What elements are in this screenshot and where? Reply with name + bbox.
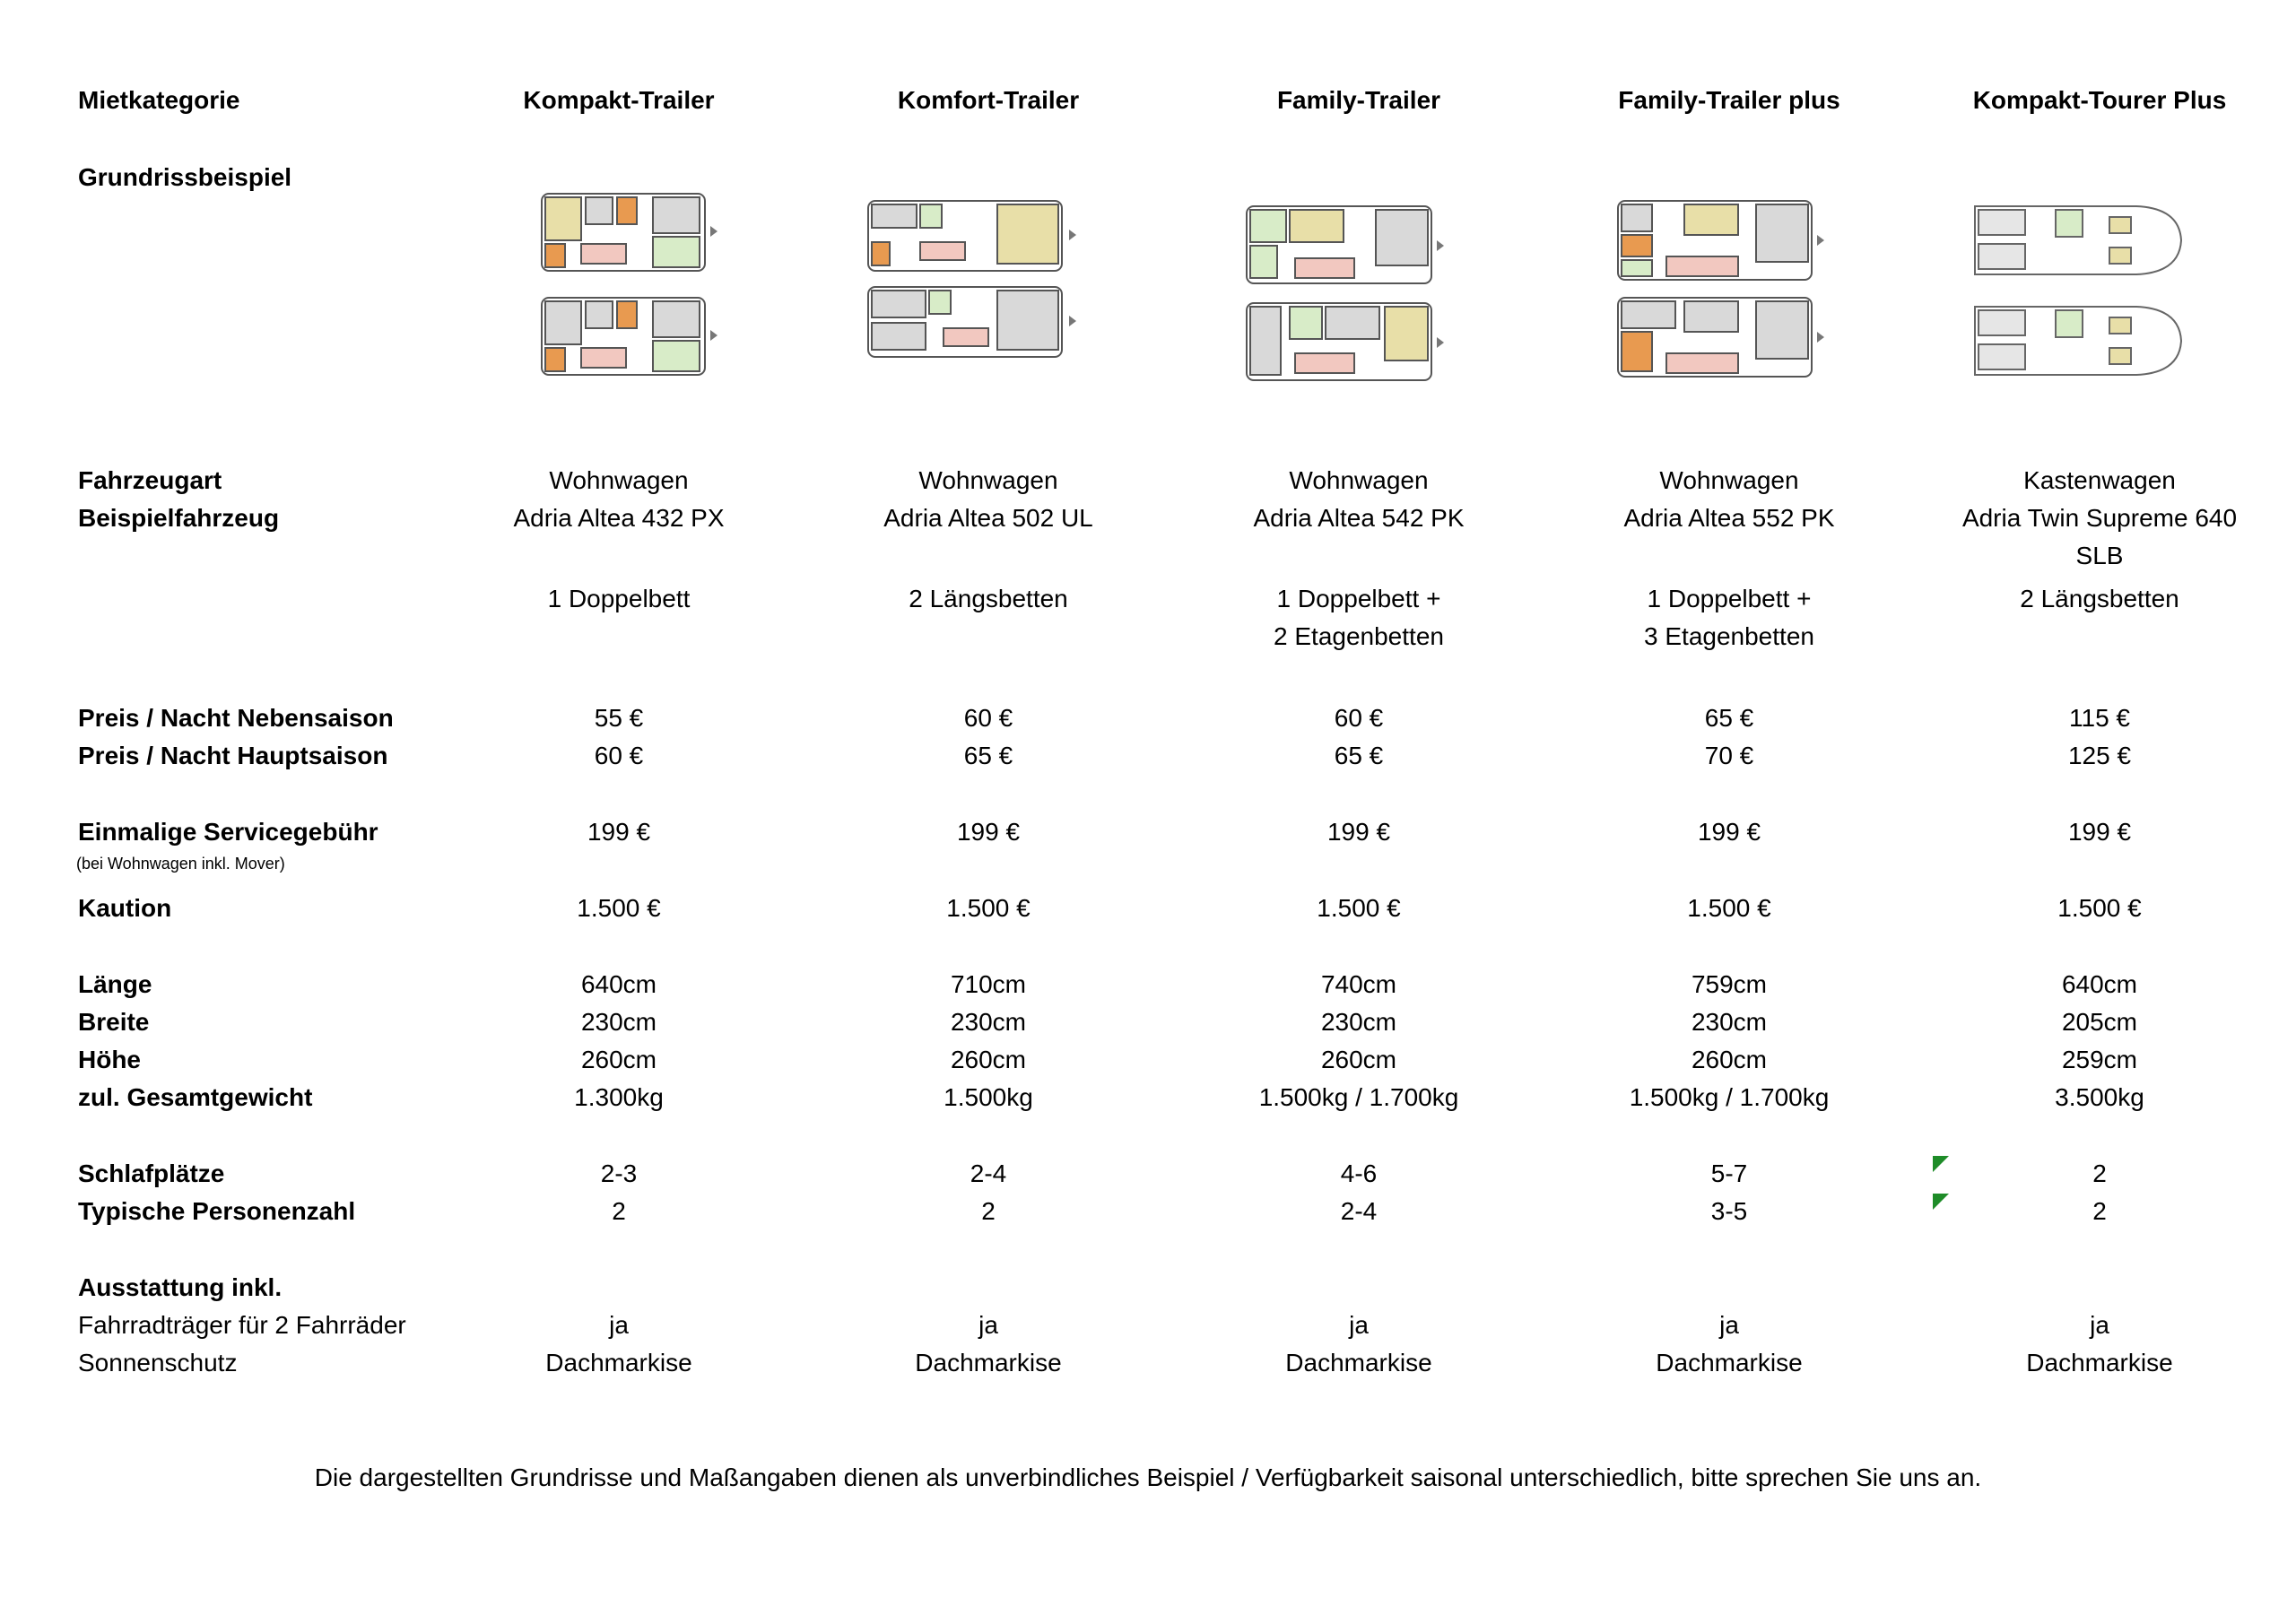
hoehe-value: 260cm (950, 1046, 1027, 1073)
preis-haupt-value: 125 € (2067, 742, 2132, 769)
schlaf-value: 2-3 (600, 1159, 638, 1187)
betten-row-2 (0, 622, 2296, 658)
category-heading: Family-Trailer (1276, 86, 1441, 114)
kaution-row (0, 894, 2296, 930)
fahrrad-row (0, 1311, 2296, 1347)
service-row (0, 818, 2296, 854)
breite-value: 230cm (950, 1008, 1027, 1036)
preis-haupt-value: 70 € (1704, 742, 1754, 769)
personen-value: 2-4 (1340, 1197, 1378, 1225)
sonnenschutz-label: Sonnenschutz (78, 1349, 238, 1376)
gewicht-value: 1.500kg / 1.700kg (1258, 1083, 1459, 1111)
footer-note: Die dargestellten Grundrisse und Maßangaben dienen als unverbindliches Beispiel / Verfügbarkeit saisonal unterschiedlich, bitte sprechen Sie uns an. (314, 1463, 1982, 1491)
preis-haupt-value: 60 € (594, 742, 644, 769)
fahrzeugart-value: Wohnwagen (918, 466, 1058, 494)
beispielfahrzeug-extra: SLB (2075, 542, 2124, 569)
schlaf-value: 5-7 (1710, 1159, 1748, 1187)
laenge-value: 710cm (950, 970, 1027, 998)
betten-value: 1 Doppelbett (547, 585, 691, 612)
hoehe-value: 260cm (1320, 1046, 1397, 1073)
breite-label: Breite (78, 1008, 150, 1036)
kaution-value: 1.500 € (1687, 894, 1771, 922)
preis-neben-value: 60 € (963, 704, 1013, 732)
category-heading: Kompakt-Trailer (523, 86, 715, 114)
fahrrad-value: ja (2090, 1311, 2109, 1339)
preis-neben-value: 65 € (1704, 704, 1754, 732)
laenge-label: Länge (78, 970, 152, 998)
floorplan-kompakt-tourer-plus (1966, 187, 2190, 393)
hoehe-row (0, 1046, 2296, 1081)
category-heading: Kompakt-Tourer Plus (1972, 86, 2227, 114)
preis-neben-value: 55 € (594, 704, 644, 732)
preis-haupt-row (0, 742, 2296, 777)
betten-value: 1 Doppelbett + (1647, 585, 1812, 612)
breite-value: 230cm (1320, 1008, 1397, 1036)
floorplan-family-trailer-plus (1613, 192, 1837, 389)
breite-value: 230cm (580, 1008, 657, 1036)
fahrzeugart-value: Wohnwagen (549, 466, 689, 494)
gewicht-value: 1.500kg / 1.700kg (1629, 1083, 1830, 1111)
fahrrad-value: ja (1719, 1311, 1739, 1339)
ausstattung-label: Ausstattung inkl. (78, 1273, 283, 1301)
personen-value: 2 (981, 1197, 996, 1225)
fahrzeugart-row (0, 466, 2296, 502)
gewicht-value: 1.500kg (944, 1083, 1033, 1111)
category-header-row (0, 86, 2296, 122)
fahrzeugart-value: Wohnwagen (1659, 466, 1799, 494)
header-label: Mietkategorie (78, 86, 240, 114)
breite-row (0, 1008, 2296, 1044)
personen-value: 2 (2092, 1197, 2107, 1225)
beispielfahrzeug-value: Adria Altea 552 PK (1623, 504, 1835, 532)
service-note: (bei Wohnwagen inkl. Mover) (76, 855, 285, 873)
hoehe-value: 260cm (1691, 1046, 1768, 1073)
personen-value: 3-5 (1710, 1197, 1748, 1225)
floorplan-label: Grundrissbeispiel (78, 163, 292, 191)
gewicht-label: zul. Gesamtgewicht (78, 1083, 313, 1111)
sonnenschutz-value: Dachmarkise (545, 1349, 692, 1376)
preis-neben-label: Preis / Nacht Nebensaison (78, 704, 394, 732)
schlaf-row (0, 1159, 2296, 1195)
betten-value: 2 Längsbetten (2020, 585, 2179, 612)
preis-neben-value: 60 € (1334, 704, 1384, 732)
sonnenschutz-value: Dachmarkise (915, 1349, 1062, 1376)
fahrzeugart-value: Wohnwagen (1289, 466, 1429, 494)
hoehe-value: 259cm (2061, 1046, 2138, 1073)
fahrzeugart-value: Kastenwagen (2023, 466, 2176, 494)
beispielfahrzeug-label: Beispielfahrzeug (78, 504, 280, 532)
preis-haupt-value: 65 € (963, 742, 1013, 769)
schlaf-value: 2 (2092, 1159, 2107, 1187)
laenge-row (0, 970, 2296, 1006)
gewicht-row (0, 1083, 2296, 1119)
kaution-label: Kaution (78, 894, 172, 922)
beispielfahrzeug-value: Adria Altea 432 PX (513, 504, 725, 532)
category-heading: Komfort-Trailer (897, 86, 1080, 114)
laenge-value: 759cm (1691, 970, 1768, 998)
beispielfahrzeug-value: Adria Altea 542 PK (1253, 504, 1465, 532)
service-value: 199 € (956, 818, 1021, 846)
fahrrad-value: ja (609, 1311, 629, 1339)
laenge-value: 740cm (1320, 970, 1397, 998)
fahrrad-value: ja (978, 1311, 998, 1339)
betten-value: 1 Doppelbett + (1276, 585, 1441, 612)
breite-value: 205cm (2061, 1008, 2138, 1036)
sonnenschutz-value: Dachmarkise (1656, 1349, 1803, 1376)
personen-label: Typische Personenzahl (78, 1197, 356, 1225)
kaution-value: 1.500 € (577, 894, 661, 922)
gewicht-value: 3.500kg (2055, 1083, 2144, 1111)
kaution-value: 1.500 € (946, 894, 1031, 922)
schlaf-label: Schlafplätze (78, 1159, 225, 1187)
preis-neben-value: 115 € (2069, 704, 2130, 732)
schlaf-value: 4-6 (1340, 1159, 1378, 1187)
service-value: 199 € (2067, 818, 2132, 846)
beispielfahrzeug-extra-row (0, 542, 2296, 578)
hoehe-value: 260cm (580, 1046, 657, 1073)
beispielfahrzeug-row (0, 504, 2296, 540)
fahrzeugart-label: Fahrzeugart (78, 466, 222, 494)
preis-haupt-label: Preis / Nacht Hauptsaison (78, 742, 388, 769)
betten-row (0, 585, 2296, 621)
service-value: 199 € (1697, 818, 1761, 846)
laenge-value: 640cm (2061, 970, 2138, 998)
kaution-value: 1.500 € (2057, 894, 2142, 922)
hoehe-label: Höhe (78, 1046, 141, 1073)
laenge-value: 640cm (580, 970, 657, 998)
betten-value-2: 3 Etagenbetten (1644, 622, 1814, 650)
betten-value: 2 Längsbetten (909, 585, 1068, 612)
floorplan-komfort-trailer (863, 188, 1087, 386)
sonnenschutz-value: Dachmarkise (2026, 1349, 2173, 1376)
schlaf-value: 2-4 (970, 1159, 1007, 1187)
personen-value: 2 (612, 1197, 626, 1225)
fahrrad-value: ja (1349, 1311, 1369, 1339)
kaution-value: 1.500 € (1317, 894, 1401, 922)
sonnenschutz-value: Dachmarkise (1285, 1349, 1432, 1376)
service-value: 199 € (1326, 818, 1391, 846)
service-label: Einmalige Servicegebühr (78, 818, 378, 846)
comment-marker-icon (1933, 1194, 1949, 1210)
comment-marker-icon (1933, 1156, 1949, 1172)
sonnenschutz-row (0, 1349, 2296, 1385)
betten-value-2: 2 Etagenbetten (1274, 622, 1444, 650)
floorplan-kompakt-trailer (536, 187, 725, 393)
category-heading: Family-Trailer plus (1618, 86, 1840, 114)
gewicht-value: 1.300kg (574, 1083, 664, 1111)
beispielfahrzeug-value: Adria Altea 502 UL (883, 504, 1093, 532)
fahrrad-label: Fahrradträger für 2 Fahrräder (78, 1311, 406, 1339)
breite-value: 230cm (1691, 1008, 1768, 1036)
preis-neben-row (0, 704, 2296, 740)
beispielfahrzeug-value: Adria Twin Supreme 640 (1961, 504, 2238, 532)
preis-haupt-value: 65 € (1334, 742, 1384, 769)
floorplan-family-trailer (1241, 195, 1457, 393)
service-value: 199 € (587, 818, 651, 846)
personen-row (0, 1197, 2296, 1233)
